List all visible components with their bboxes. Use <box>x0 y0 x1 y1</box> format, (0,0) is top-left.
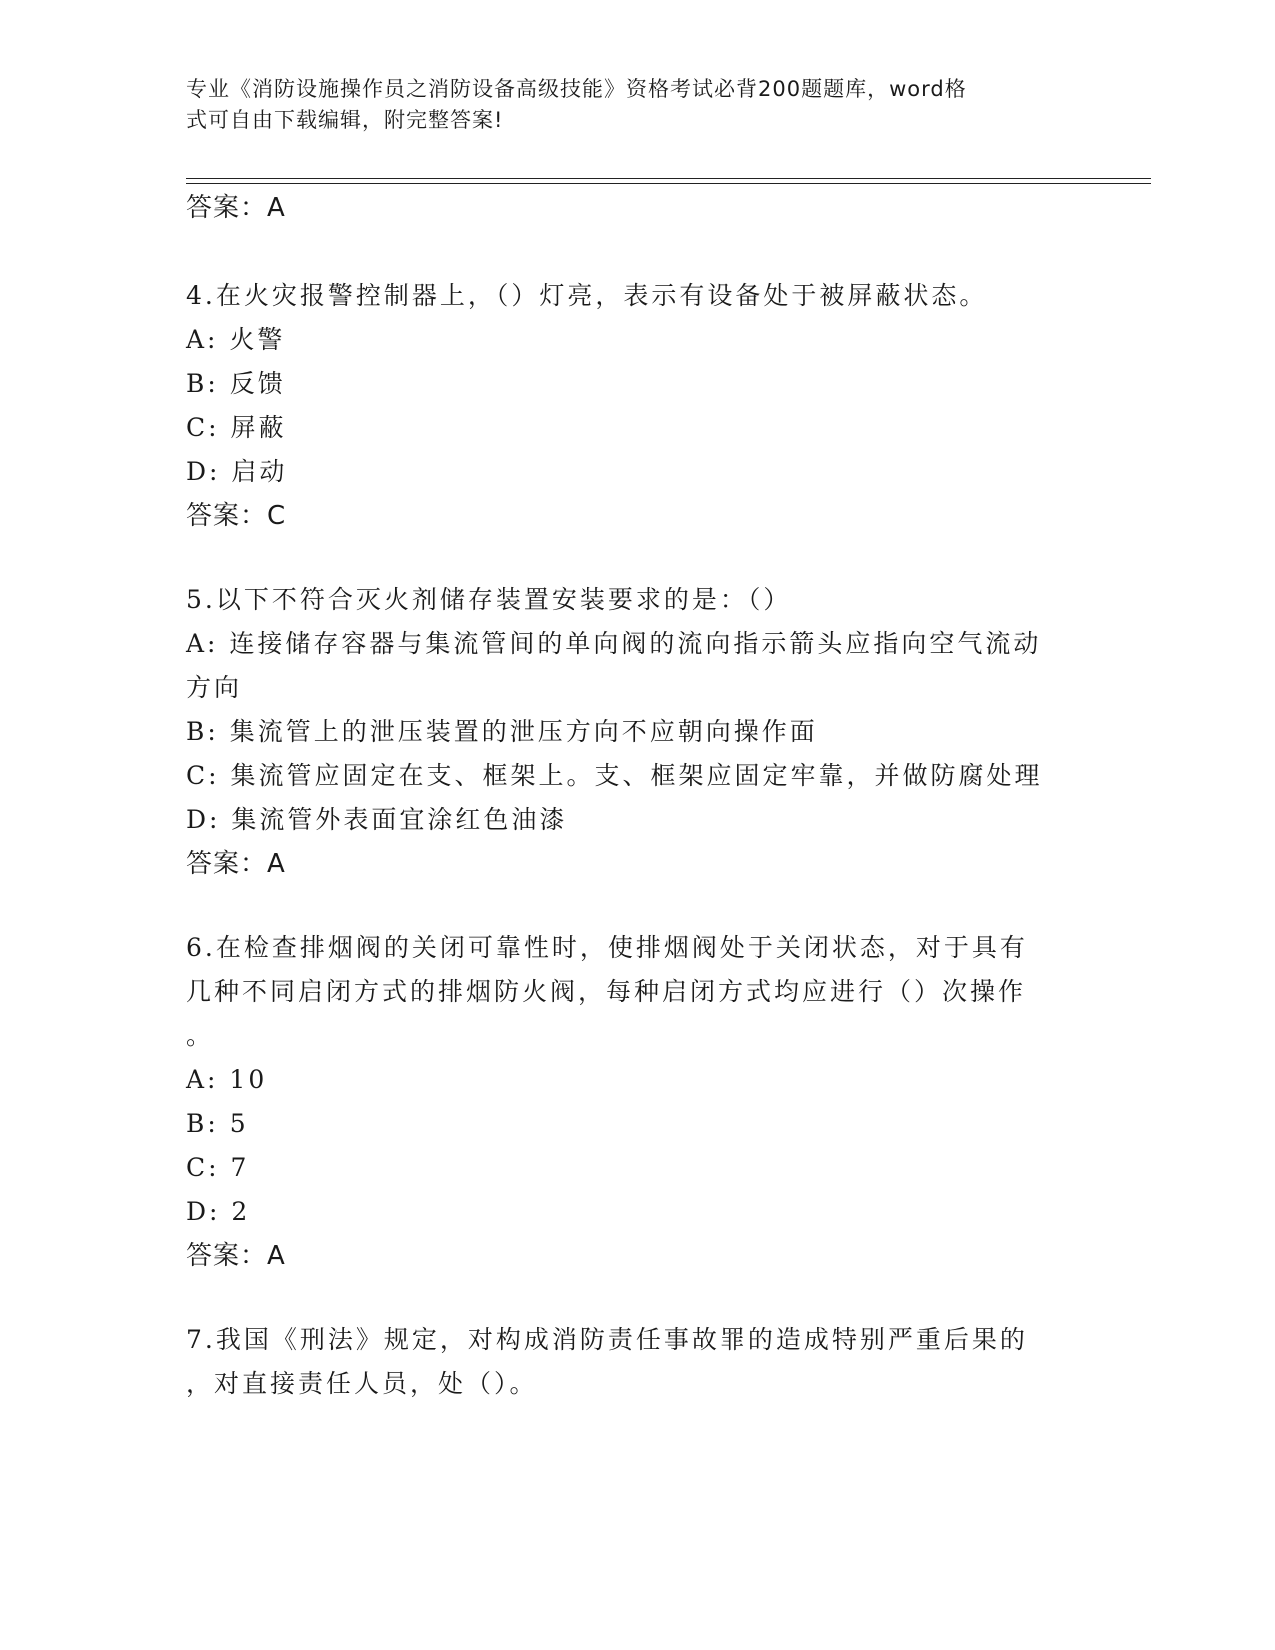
question-4 <box>186 274 1086 538</box>
header-line-2: 式可自由下载编辑，附完整答案! <box>186 108 504 132</box>
question-text-line-1: 6.在检查排烟阀的关闭可靠性时，使排烟阀处于关闭状态，对于具有 <box>186 933 1028 962</box>
option-a-line-1: A: 连接储存容器与集流管间的单向阀的流向指示箭头应指向空气流动 <box>186 629 1042 658</box>
option-c: C: 集流管应固定在支、框架上。支、框架应固定牢靠，并做防腐处理 <box>186 761 1043 790</box>
question-5 <box>186 578 1086 886</box>
header-divider-bottom <box>186 183 1151 184</box>
question-7 <box>186 1318 1086 1406</box>
question-6 <box>186 926 1086 1278</box>
option-c: C: 7 <box>186 1153 250 1182</box>
option-c: C: 屏蔽 <box>186 413 287 442</box>
option-a: A: 10 <box>186 1065 268 1094</box>
option-b: B: 5 <box>186 1109 249 1138</box>
answer-prev: 答案：A <box>186 193 286 223</box>
header-line-1: 专业《消防设施操作员之消防设备高级技能》资格考试必背200题题库，word格 <box>186 77 967 101</box>
document-header <box>186 74 1066 136</box>
option-a: A: 火警 <box>186 325 286 354</box>
option-b: B: 集流管上的泄压装置的泄压方向不应朝向操作面 <box>186 717 818 746</box>
option-d: D: 启动 <box>186 457 288 486</box>
option-a-line-2: 方向 <box>186 673 243 702</box>
option-d: D: 2 <box>186 1197 251 1226</box>
header-divider-top <box>186 178 1151 179</box>
question-text-line-2: ，对直接责任人员，处（）。 <box>186 1369 538 1398</box>
option-a <box>186 622 1086 710</box>
answer: 答案：A <box>186 849 286 879</box>
question-text: 4.在火灾报警控制器上，（）灯亮，表示有设备处于被屏蔽状态。 <box>186 281 988 310</box>
option-b: B: 反馈 <box>186 369 286 398</box>
answer: 答案：A <box>186 1241 286 1271</box>
question-text-line-2: 几种不同启闭方式的排烟防火阀，每种启闭方式均应进行（）次操作 <box>186 977 1027 1006</box>
answer: 答案：C <box>186 501 287 531</box>
question-text: 5.以下不符合灭火剂储存装置安装要求的是：（） <box>186 585 792 614</box>
option-d: D: 集流管外表面宜涂红色油漆 <box>186 805 568 834</box>
question-text-line-3: 。 <box>186 1021 215 1050</box>
question-text-line-1: 7.我国《刑法》规定，对构成消防责任事故罪的造成特别严重后果的 <box>186 1325 1028 1354</box>
